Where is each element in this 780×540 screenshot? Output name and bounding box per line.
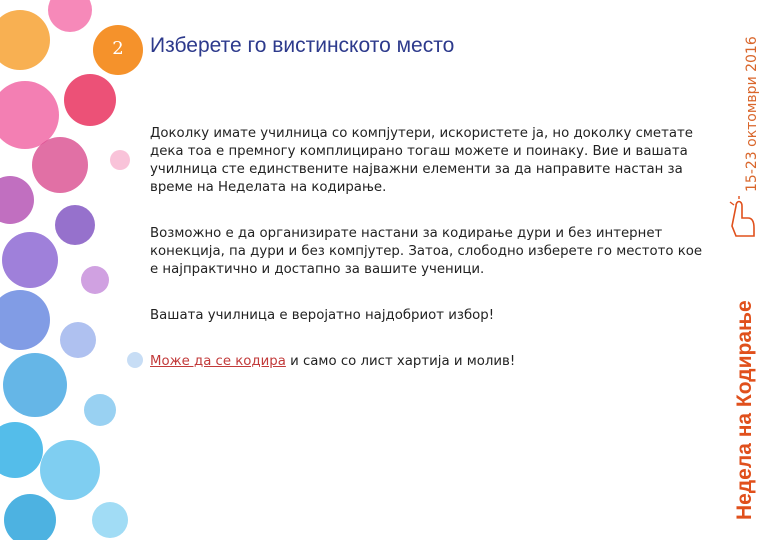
brand-name: Недела на Кодирање bbox=[733, 300, 756, 520]
page-title: Изберете го вистинското место bbox=[150, 34, 455, 57]
date-range: 15-23 октомври 2016 bbox=[744, 36, 760, 192]
paragraph-2: Возможно е да организирате настани за кодирање дури и без интернет конекција, па дури и без компјутер. Затоа, слободно изберете го местото кое е најпрактично и достапно за вашите ученици. bbox=[150, 226, 703, 277]
paragraph-4 bbox=[150, 353, 710, 371]
step-number: 2 bbox=[112, 38, 124, 59]
body-text bbox=[150, 125, 710, 399]
paragraph-1: Доколку имате училница со компјутери, искористете ја, но доколку сметате дека тоа е премногу комплицирано тогаш можете и поинаку. Вие и вашата училница сте единствените најважни елементи за да направите настан за време на Неделата на кодирање. bbox=[150, 126, 693, 195]
paragraph-4-text: и само со лист хартија и молив! bbox=[285, 354, 516, 369]
paragraph-3: Вашата училница е веројатно најдобриот избор! bbox=[150, 308, 495, 323]
unplugged-coding-link[interactable]: Може да се кодира bbox=[150, 354, 286, 369]
cursor-hand-icon bbox=[728, 196, 758, 244]
decorative-bubbles bbox=[0, 0, 160, 540]
